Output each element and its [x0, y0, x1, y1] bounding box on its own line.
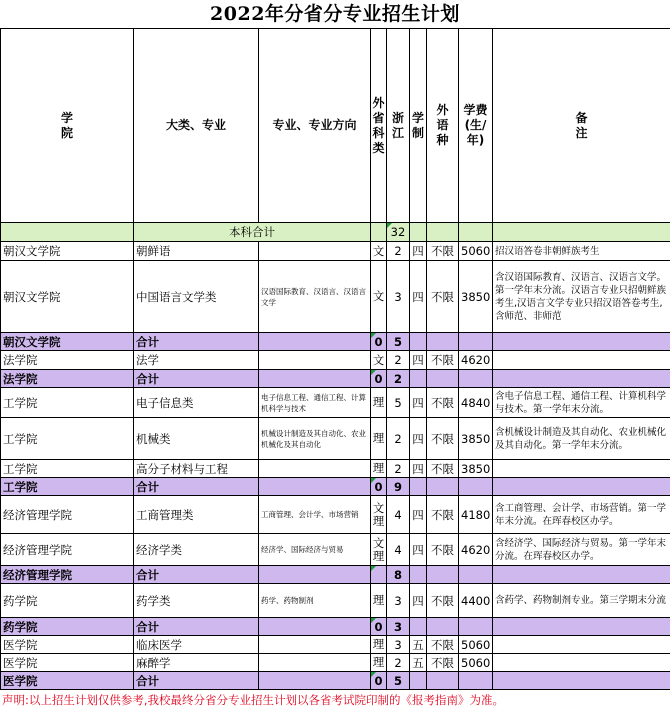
school-cell: 经济管理学院: [1, 496, 134, 534]
school-cell: 经济管理学院: [1, 534, 134, 566]
direction-cell: 经济学、国际经济与贸易: [259, 534, 371, 566]
subtotal-other-province: [371, 566, 387, 584]
language-cell: 不限: [427, 261, 459, 333]
school-cell: 经济管理学院: [1, 566, 134, 584]
header-zhejiang: 浙江: [387, 29, 410, 223]
table-row: [1, 654, 670, 672]
remark-cell: [493, 636, 670, 654]
table-row: [1, 534, 670, 566]
remark-cell: 招汉语答卷非朝鲜族考生: [493, 242, 670, 261]
remark-cell: [493, 351, 670, 370]
header-category: 大类、专业: [134, 29, 259, 223]
subtotal-zhejiang: 5: [387, 672, 410, 690]
subtotal-other-province: 0: [371, 370, 387, 388]
plan-body: [1, 242, 670, 690]
subtotal-zhejiang: 2: [387, 370, 410, 388]
major-cell: 法学: [134, 351, 259, 370]
direction-cell: 汉语国际教育、汉语言、汉语言文学: [259, 261, 371, 333]
zhejiang-cell: 2: [387, 460, 410, 478]
zhejiang-cell: 2: [387, 351, 410, 370]
undergrad-total-label: 本科合计: [134, 223, 371, 242]
duration-cell: 五: [410, 636, 427, 654]
school-cell: 法学院: [1, 351, 134, 370]
school-cell: 医学院: [1, 654, 134, 672]
table-row: [1, 242, 670, 261]
subject-type-cell: 理: [371, 636, 387, 654]
header-remark: 备注: [493, 29, 670, 223]
language-cell: 不限: [427, 460, 459, 478]
table-row: [1, 261, 670, 333]
subtotal-other-province: 0: [371, 478, 387, 496]
undergrad-total-row: [1, 223, 670, 242]
direction-cell: 机械设计制造及其自动化、农业机械化及其自动化: [259, 418, 371, 460]
tuition-cell: 3850: [459, 418, 493, 460]
major-cell: 朝鲜语: [134, 242, 259, 261]
header-row: [1, 29, 670, 223]
zhejiang-cell: 5: [387, 388, 410, 418]
header-direction: 专业、专业方向: [259, 29, 371, 223]
school-cell: 朝汉文学院: [1, 242, 134, 261]
tuition-cell: 3850: [459, 460, 493, 478]
school-cell: 药学院: [1, 584, 134, 618]
major-cell: 电子信息类: [134, 388, 259, 418]
subtotal-row: [1, 478, 670, 496]
subtotal-row: [1, 618, 670, 636]
subtotal-label: 合计: [134, 672, 259, 690]
school-cell: 朝汉文学院: [1, 333, 134, 351]
school-cell: 工学院: [1, 460, 134, 478]
admission-plan-table: [0, 28, 670, 690]
remark-cell: [493, 654, 670, 672]
major-cell: 经济学类: [134, 534, 259, 566]
tuition-cell: 4620: [459, 534, 493, 566]
remark-cell: 含经济学、国际经济与贸易。第一学年末分流。在珲春校区办学。: [493, 534, 670, 566]
subtotal-label: 合计: [134, 566, 259, 584]
major-cell: 临床医学: [134, 636, 259, 654]
direction-cell: 电子信息工程、通信工程、计算机科学与技术: [259, 388, 371, 418]
language-cell: 不限: [427, 636, 459, 654]
duration-cell: 四: [410, 534, 427, 566]
header-tuition: 学费(生/年): [459, 29, 493, 223]
direction-cell: [259, 654, 371, 672]
duration-cell: 四: [410, 261, 427, 333]
subject-type-cell: 理: [371, 418, 387, 460]
remark-cell: 含工商管理、会计学、市场营销。第一学年末分流。在珲春校区办学。: [493, 496, 670, 534]
subject-type-cell: 理: [371, 460, 387, 478]
duration-cell: 四: [410, 242, 427, 261]
school-cell: 医学院: [1, 636, 134, 654]
major-cell: 机械类: [134, 418, 259, 460]
school-cell: 工学院: [1, 478, 134, 496]
language-cell: 不限: [427, 654, 459, 672]
subtotal-row: [1, 333, 670, 351]
major-cell: 中国语言文学类: [134, 261, 259, 333]
zhejiang-cell: 3: [387, 584, 410, 618]
language-cell: 不限: [427, 584, 459, 618]
subtotal-zhejiang: 3: [387, 618, 410, 636]
subtotal-zhejiang: 9: [387, 478, 410, 496]
tuition-cell: 5060: [459, 636, 493, 654]
direction-cell: [259, 460, 371, 478]
subtotal-label: 合计: [134, 370, 259, 388]
school-cell: 法学院: [1, 370, 134, 388]
footer-disclaimer: 声明:以上招生计划仅供参考,我校最终分省分专业招生计划以各省考试院印制的《报考指南》为准。: [2, 693, 505, 707]
subject-type-cell: 文: [371, 351, 387, 370]
language-cell: 不限: [427, 388, 459, 418]
language-cell: 不限: [427, 418, 459, 460]
zhejiang-cell: 3: [387, 261, 410, 333]
subject-type-cell: 理: [371, 388, 387, 418]
direction-cell: [259, 242, 371, 261]
subject-type-cell: 文理: [371, 534, 387, 566]
direction-cell: 药学、药物制剂: [259, 584, 371, 618]
remark-cell: 含电子信息工程、通信工程、计算机科学与技术。第一学年末分流。: [493, 388, 670, 418]
language-cell: 不限: [427, 351, 459, 370]
subtotal-other-province: 0: [371, 618, 387, 636]
direction-cell: [259, 351, 371, 370]
duration-cell: 四: [410, 496, 427, 534]
header-language: 外语种: [427, 29, 459, 223]
subject-type-cell: 文: [371, 261, 387, 333]
direction-cell: 工商管理、会计学、市场营销: [259, 496, 371, 534]
subtotal-other-province: 0: [371, 333, 387, 351]
remark-cell: 含药学、药物制剂专业。第三学期末分流: [493, 584, 670, 618]
tuition-cell: 5060: [459, 242, 493, 261]
tuition-cell: 4180: [459, 496, 493, 534]
page-title: 2022年分省分专业招生计划: [210, 3, 460, 25]
duration-cell: 四: [410, 388, 427, 418]
subtotal-zhejiang: 8: [387, 566, 410, 584]
major-cell: 药学类: [134, 584, 259, 618]
language-cell: 不限: [427, 496, 459, 534]
header-duration: 学制: [410, 29, 427, 223]
subject-type-cell: 理: [371, 654, 387, 672]
table-row: [1, 351, 670, 370]
tuition-cell: 4840: [459, 388, 493, 418]
undergrad-total-zhejiang: 32: [387, 223, 410, 242]
table-row: [1, 418, 670, 460]
school-cell: 工学院: [1, 388, 134, 418]
major-cell: 麻醉学: [134, 654, 259, 672]
duration-cell: 四: [410, 418, 427, 460]
direction-cell: [259, 636, 371, 654]
tuition-cell: 3850: [459, 261, 493, 333]
remark-cell: 含汉语国际教育、汉语言、汉语言文学。第一学年末分流。汉语言专业只招朝鲜族考生,汉语言文学专业只招汉语答卷考生,含师范、非师范: [493, 261, 670, 333]
language-cell: 不限: [427, 534, 459, 566]
zhejiang-cell: 3: [387, 636, 410, 654]
subtotal-row: [1, 566, 670, 584]
duration-cell: 五: [410, 654, 427, 672]
duration-cell: 四: [410, 584, 427, 618]
tuition-cell: 5060: [459, 654, 493, 672]
remark-cell: 含机械设计制造及其自动化、农业机械化及其自动化。第一学年末分流。: [493, 418, 670, 460]
subtotal-label: 合计: [134, 478, 259, 496]
duration-cell: 四: [410, 351, 427, 370]
duration-cell: 四: [410, 460, 427, 478]
header-school: 学院: [1, 29, 134, 223]
zhejiang-cell: 4: [387, 496, 410, 534]
subtotal-label: 合计: [134, 333, 259, 351]
language-cell: 不限: [427, 242, 459, 261]
zhejiang-cell: 2: [387, 242, 410, 261]
tuition-cell: 4400: [459, 584, 493, 618]
school-cell: 医学院: [1, 672, 134, 690]
subject-type-cell: 文理: [371, 496, 387, 534]
major-cell: 高分子材料与工程: [134, 460, 259, 478]
school-cell: 药学院: [1, 618, 134, 636]
school-cell: 朝汉文学院: [1, 261, 134, 333]
subject-type-cell: 文: [371, 242, 387, 261]
table-row: [1, 496, 670, 534]
zhejiang-cell: 2: [387, 654, 410, 672]
remark-cell: [493, 460, 670, 478]
table-row: [1, 636, 670, 654]
subtotal-row: [1, 370, 670, 388]
subtotal-row: [1, 672, 670, 690]
table-row: [1, 460, 670, 478]
zhejiang-cell: 2: [387, 418, 410, 460]
table-row: [1, 388, 670, 418]
school-cell: 工学院: [1, 418, 134, 460]
subject-type-cell: 理: [371, 584, 387, 618]
tuition-cell: 4620: [459, 351, 493, 370]
zhejiang-cell: 4: [387, 534, 410, 566]
subtotal-label: 合计: [134, 618, 259, 636]
subtotal-other-province: 0: [371, 672, 387, 690]
major-cell: 工商管理类: [134, 496, 259, 534]
header-subject-type: 外省科类: [371, 29, 387, 223]
table-row: [1, 584, 670, 618]
subtotal-zhejiang: 5: [387, 333, 410, 351]
